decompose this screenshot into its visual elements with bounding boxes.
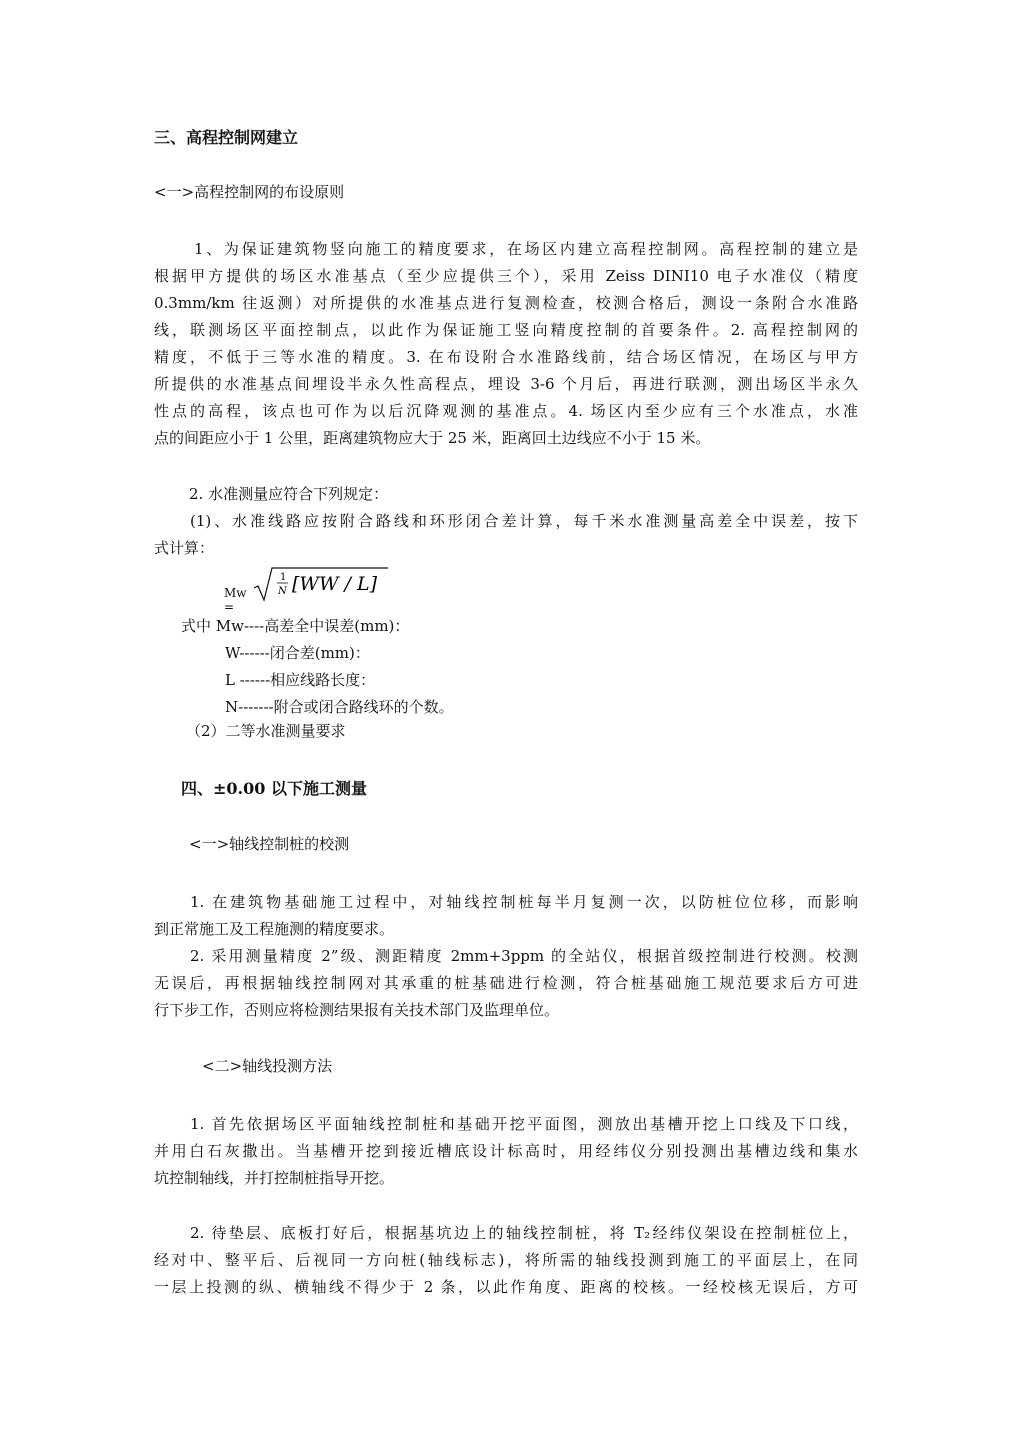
text-line: 并用白石灰撒出。当基槽开挖到接近槽底设计标高时，用经纬仪分别投测出基槽边线和集水 xyxy=(154,1142,858,1160)
formula-legend xyxy=(181,613,454,721)
text-line: 线，联测场区平面控制点，以此作为保证施工竖向精度控制的首要条件。2. 高程控制网的 xyxy=(154,321,858,339)
legend-line-w: W------闭合差(mm)： xyxy=(225,644,370,662)
text-line: 所提供的水准基点间埋设半永久性高程点，埋设 3-6 个月后，再进行联测，测出场区半永久 xyxy=(154,375,858,393)
section-4-title: 四、±0.00 以下施工测量 xyxy=(181,779,367,798)
frac-numerator: 1 xyxy=(280,572,287,583)
text-line: 式计算： xyxy=(154,539,215,557)
section-3-rule-text xyxy=(154,508,858,562)
text-line: 无误后，再根据轴线控制网对其承重的桩基础进行检测，符合桩基础施工规范要求后方可进 xyxy=(154,974,858,992)
section-4-subheading-1: <一>轴线控制桩的校测 xyxy=(189,835,350,853)
text-line: 到正常施工及工程施测的精度要求。 xyxy=(154,920,395,938)
frac-denominator: N xyxy=(278,586,287,597)
text-line: 1、为保证建筑物竖向施工的精度要求，在场区内建立高程控制网。高程控制的建立是 xyxy=(194,240,858,258)
text-line: 性点的高程，该点也可作为以后沉降观测的基准点。4. 场区内至少应有三个水准点，水准 xyxy=(154,402,858,420)
text-line: 经对中、整平后、后视同一方向桩(轴线标志)，将所需的轴线投测到施工的平面层上，在同 xyxy=(154,1251,858,1269)
legend-line-l: L ------相应线路长度： xyxy=(225,671,376,689)
text-line: 2. 采用测量精度 2”级、测距精度 2mm+3ppm 的全站仪，根据首级控制进行校测。校测 xyxy=(190,947,858,965)
section-4-paragraph-4 xyxy=(154,1220,858,1301)
section-3-item-2: （2）二等水准测量要求 xyxy=(186,722,346,740)
text-line: 1. 在建筑物基础施工过程中，对轴线控制桩每半月复测一次，以防桩位位移，而影响 xyxy=(190,893,858,911)
text-line: 精度，不低于三等水准的精度。3. 在布设附合水准路线前，结合场区情况，在场区与甲方 xyxy=(154,348,858,366)
text-line: 1. 首先依据场区平面轴线控制桩和基础开挖平面图，测放出基槽开挖上口线及下口线， xyxy=(190,1115,858,1133)
text-line: 点的间距应小于 1 公里，距离建筑物应大于 25 米，距离回土边线应不小于 15 米。 xyxy=(154,429,711,447)
section-3-paragraph-1 xyxy=(154,236,858,452)
formula-bracket-expression: [WW / L] xyxy=(292,573,377,595)
section-3-rule-title: 2. 水准测量应符合下列规定： xyxy=(189,485,389,503)
section-3-subheading-1: <一>高程控制网的布设原则 xyxy=(154,183,345,201)
text-line: 0.3mm/km 往返测）对所提供的水准基点进行复测检查，校测合格后，测设一条附合水准路 xyxy=(154,294,858,312)
text-line: 行下步工作，否则应将检测结果报有关技术部门及监理单位。 xyxy=(154,1001,560,1019)
text-line: 一层上投测的纵、横轴线不得少于 2 条，以此作角度、距离的校核。一经校核无误后，方可 xyxy=(154,1278,858,1296)
section-4-subheading-2: <二>轴线投测方法 xyxy=(202,1057,333,1075)
section-4-paragraph-2 xyxy=(154,943,858,1024)
section-3-title: 三、高程控制网建立 xyxy=(154,128,299,147)
legend-line-mw: 式中 Mw----高差全中误差(mm)： xyxy=(181,617,410,635)
formula-lhs: Mw = xyxy=(224,586,247,614)
legend-line-n: N-------附合或闭合路线环的个数。 xyxy=(225,698,454,716)
sqrt-expression xyxy=(254,566,394,602)
text-line: 坑控制轴线，并打控制桩指导开挖。 xyxy=(154,1169,395,1187)
text-line: (1)、水准线路应按附合路线和环形闭合差计算，每千米水准测量高差全中误差，按下 xyxy=(190,512,858,530)
section-4-paragraph-3 xyxy=(154,1111,858,1192)
text-line: 根据甲方提供的场区水准基点（至少应提供三个），采用 Zeiss DINI10 电子水准仪（精度 xyxy=(154,267,858,285)
section-4-paragraph-1 xyxy=(154,889,858,943)
text-line: 2. 待垫层、底板打好后，根据基坑边上的轴线控制桩，将 T₂经纬仪架设在控制桩位上， xyxy=(190,1224,858,1242)
